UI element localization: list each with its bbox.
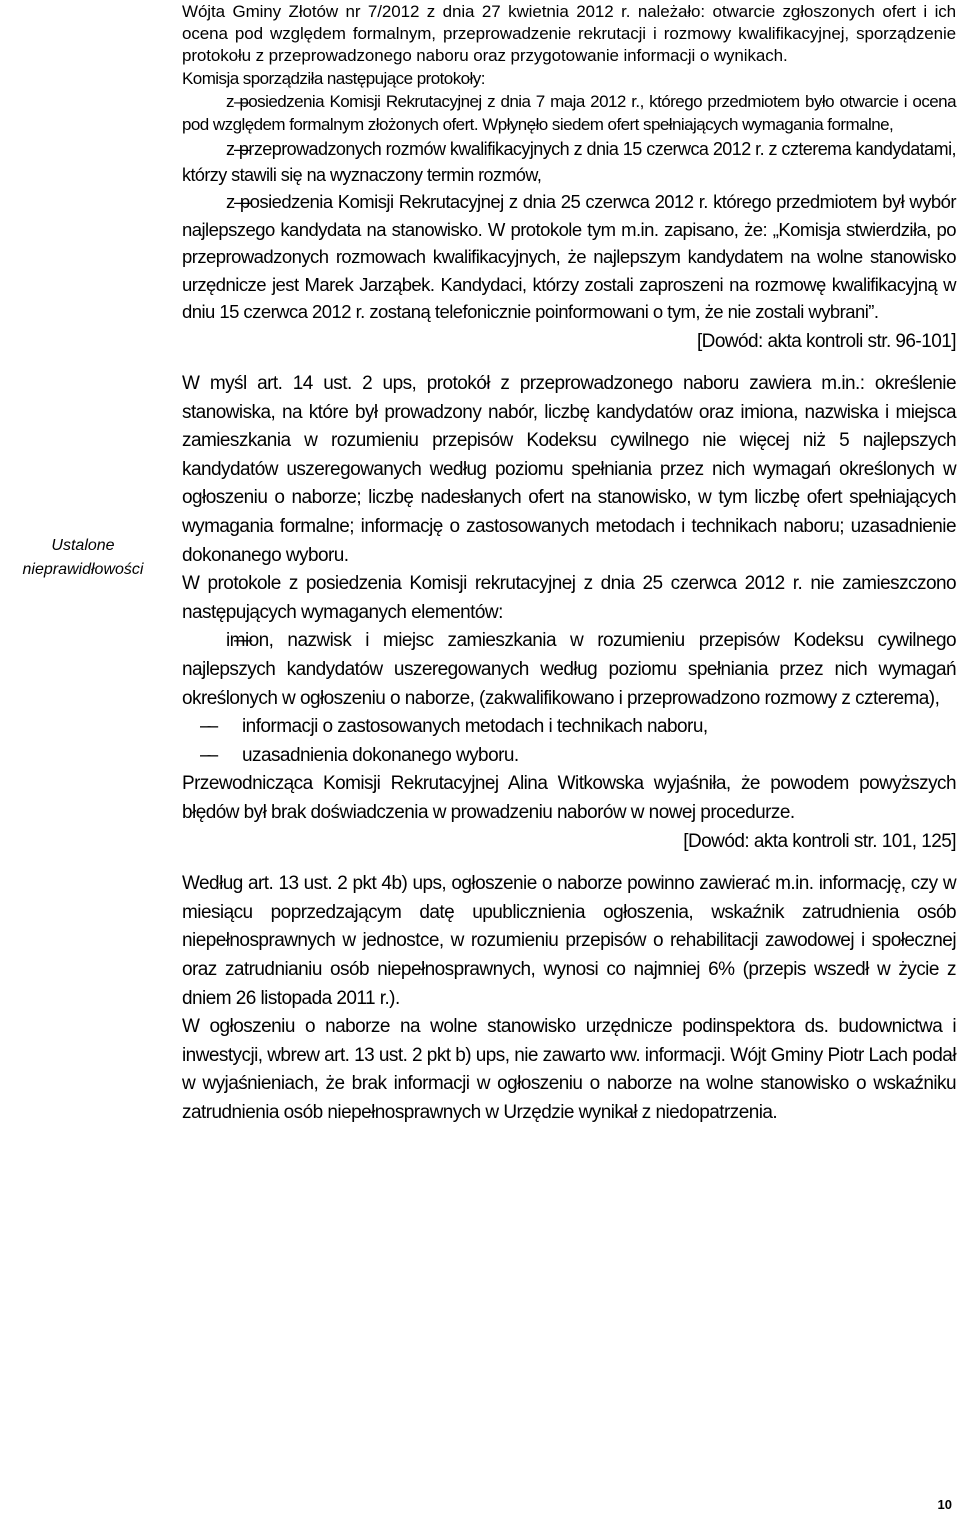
page-number: 10 <box>937 1497 952 1512</box>
announcement-paragraph: W ogłoszeniu o naborze na wolne stanowisko urzędnicze podinspektora ds. budownictwa i inwestycji, wbrew art. 13 ust. 2 pkt b) ups, nie zawarto ww. informacji. Wójt Gminy Piotr Lach podał w wyjaśnieniach, że brak informacji w ogłoszeniu o naborze na wolne stanowisko o wskaźniku zatrudnienia osób niepełnosprawnych w Urzędzie wynikał z niedopatrzenia. <box>182 1016 956 1123</box>
evidence-reference-1: [Dowód: akta kontroli str. 96-101] <box>696 330 956 352</box>
protocol-item-1: –– z posiedzenia Komisji Rekrutacyjnej z dnia 7 maja 2012 r., którego przedmiotem było otwarcie i ocena pod względem formalnym złożonych ofert. Wpłynęło siedem ofert spełniających wymagania formalne, <box>182 90 956 136</box>
missing-item-3: –– uzasadnienia dokonanego wyboru. <box>182 742 956 771</box>
protocol-item-2: –– z przeprowadzonych rozmów kwalifikacyjnych z dnia 15 czerwca 2012 r. z czterema kandydatami, którzy stawili się na wyznaczony termin rozmów, <box>182 136 956 188</box>
protocol-missing-paragraph: W protokole z posiedzenia Komisji rekrutacyjnej z dnia 25 czerwca 2012 r. nie zamieszczono następujących wymaganych elementów: <box>182 573 956 623</box>
komisja-paragraph: Komisja sporządziła następujące protokoły: <box>182 69 485 88</box>
missing-item-1: –– imion, nazwisk i miejsc zamieszkania w rozumieniu przepisów Kodeksu cywilnego najlepszych kandydatów uszeregowanych według poziomu spełniania przez nich wymagań określonych w ogłoszeniu o naborze, (zakwalifikowano i przeprowadzono rozmowy z czterema), <box>182 627 956 713</box>
missing-item-2: –– informacji o zastosowanych metodach i technikach naboru, <box>182 713 956 742</box>
evidence-reference-2: [Dowód: akta kontroli str. 101, 125] <box>683 830 956 852</box>
explanation-paragraph: Przewodnicząca Komisji Rekrutacyjnej Alina Witkowska wyjaśniła, że powodem powyższych błędów był brak doświadczenia w prowadzeniu naborów w nowej procedurze. <box>182 773 956 823</box>
document-body <box>182 0 956 1128</box>
art13-paragraph: Według art. 13 ust. 2 pkt 4b) ups, ogłoszenie o naborze powinno zawierać m.in. informację, czy w miesiącu poprzedzającym datę upublicznienia ogłoszenia, wskaźnik zatrudnienia osób niepełnosprawnych w jednostce, w rozumieniu przepisów o rehabilitacji zawodowej i społecznej oraz zatrudnianiu osób niepełnosprawnych, wynosi co najmniej 6% (przepis wszedł w życie z dniem 26 listopada 2011 r.). <box>182 873 956 1009</box>
art14-paragraph: W myśl art. 14 ust. 2 ups, protokół z przeprowadzonego naboru zawiera m.in.: określenie stanowiska, na które był prowadzony nabór, liczbę kandydatów oraz imiona, nazwiska i miejsca zamieszkania w rozumieniu przepisów Kodeksu cywilnego nie więcej niż 5 najlepszych kandydatów uszeregowanych według poziomu spełniania przez nich wymagań określonych w ogłoszeniu o naborze; liczbę nadesłanych ofert na stanowisko, w tym liczbę ofert spełniających wymagania formalne; informację o zastosowanych metodach i technikach naboru; uzasadnienie dokonanego wyboru. <box>182 373 956 566</box>
intro-paragraph: Wójta Gminy Złotów nr 7/2012 z dnia 27 kwietnia 2012 r. należało: otwarcie zgłoszonych ofert i ich ocena pod względem formalnym, przeprowadzenie rekrutacji i rozmowy kwalifikacyjnej, sporządzenie protokołu z przeprowadzonego naboru oraz przygotowanie informacji o wynikach. <box>182 2 956 65</box>
sidebar-label: Ustalone nieprawidłowości <box>22 537 144 578</box>
protocol-item-3: –– z posiedzenia Komisji Rekrutacyjnej z dnia 25 czerwca 2012 r. którego przedmiotem był wybór najlepszego kandydata na stanowisko. W protokole tym m.in. zapisano, że: „Komisja stwierdziła, po przeprowadzonych rozmowach kwalifikacyjnych, że najlepszym kandydatem na wolne stanowisko urzędnicze jest Marek Jarząbek. Kandydaci, którzy zostali zaproszeni na rozmowę kwalifikacyjną w dniu 15 czerwca 2012 r. zostaną telefonicznie poinformowani o tym, że nie zostali wybrani”. <box>182 188 956 326</box>
